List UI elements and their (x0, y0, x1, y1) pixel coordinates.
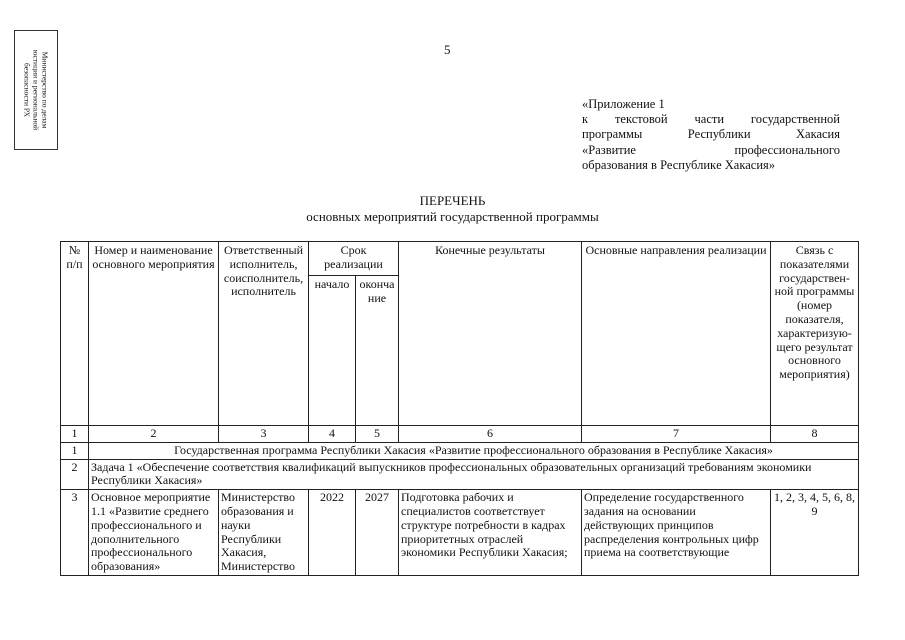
appendix-line: программы Республики Хакасия (582, 127, 840, 142)
header-row (61, 242, 859, 276)
column-number: 2 (89, 426, 219, 443)
header-num: № п/п (61, 242, 89, 426)
activity-end: 2027 (356, 490, 399, 576)
activity-name (89, 490, 219, 576)
header-end: оконча ние (356, 276, 399, 426)
activity-link: 1, 2, 3, 4, 5, 6, 8, 9 (771, 490, 859, 576)
stamp-line: Министерство по делам (40, 51, 50, 129)
stamp-line: юстиции и региональной (31, 49, 41, 131)
activity-results (399, 490, 582, 576)
column-number: 8 (771, 426, 859, 443)
appendix-line: «Развитие профессионального (582, 142, 840, 157)
table-row (61, 490, 859, 576)
column-number: 1 (61, 426, 89, 443)
column-number: 4 (309, 426, 356, 443)
header-directions: Основные направления реализации (582, 242, 771, 426)
header-results: Конечные результаты (399, 242, 582, 426)
row-number: 1 (61, 442, 89, 459)
registration-stamp (14, 30, 58, 150)
stamp-text (23, 50, 50, 130)
activity-name-text: Основное мероприятие 1.1 «Развитие среднего профессионального и дополнительного профессионального образования» (91, 491, 211, 574)
header-link: Связь с показателями государствен-ной программы (номер показателя, характеризую-щего результат основного мероприятия) (771, 242, 859, 426)
header-executor: Ответственный исполнитель, соисполнитель, исполнитель (219, 242, 309, 426)
appendix-line: образования в Республикe Хакасия» (582, 157, 776, 172)
header-start: начало (309, 276, 356, 426)
appendix-note (582, 97, 840, 173)
row-number: 3 (61, 490, 89, 576)
activity-directions-text: Определение государственного задания на основании действующих принципов распределения контрольных цифр приема на соответствующие (584, 491, 759, 560)
column-number: 3 (219, 426, 309, 443)
header-name: Номер и наименование основного мероприятия (89, 242, 219, 426)
column-numbers-row (61, 426, 859, 443)
header-term: Срок реализации (309, 242, 399, 276)
activity-start: 2022 (309, 490, 356, 576)
appendix-line: «Приложение 1 (582, 97, 665, 111)
program-name: Государственная программа Республики Хакасия «Развитие профессионального образования в Республике Хакасия» (89, 442, 859, 459)
activity-executor-text: Министерство образования и науки Республики Хакасия, Министерство (221, 491, 295, 574)
appendix-line: к текстовой части государственной (582, 112, 840, 127)
table-row (61, 442, 859, 459)
stamp-line: безопасности РХ (22, 63, 32, 117)
document-title: ПЕРЕЧЕНЬ (419, 193, 486, 208)
activity-results-text: Подготовка рабочих и специалистов соответствует структуре потребности в кадрах приоритетных отраслей экономики Республики Хакасия; (401, 491, 568, 560)
activity-directions (582, 490, 771, 576)
document-subtitle: основных мероприятий государственной программы (306, 209, 599, 224)
task-name: Задача 1 «Обеспечение соответствия квалификаций выпускников профессиональных образовательных организаций требованиям экономики Республики Хакасия» (89, 459, 859, 490)
column-number: 6 (399, 426, 582, 443)
activity-executor (219, 490, 309, 576)
column-number: 5 (356, 426, 399, 443)
activities-table (60, 241, 859, 576)
table-row (61, 459, 859, 490)
page-number: 5 (444, 42, 451, 57)
row-number: 2 (61, 459, 89, 490)
column-number: 7 (582, 426, 771, 443)
